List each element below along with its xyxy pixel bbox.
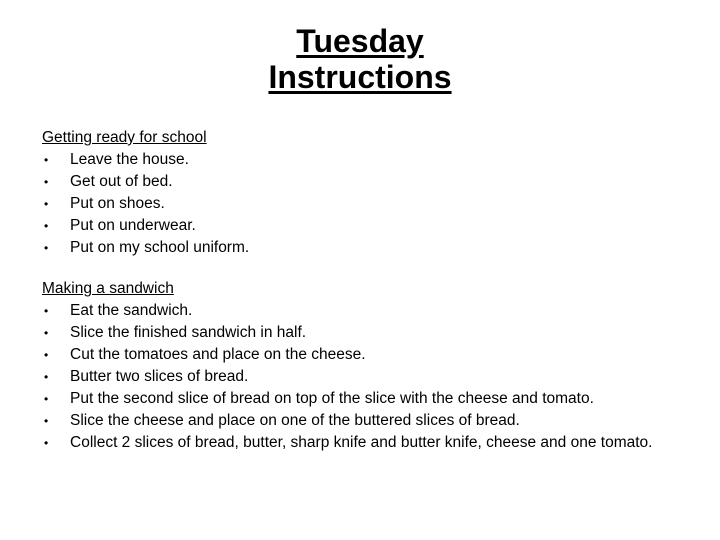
list-item (42, 432, 682, 454)
bullet-icon: • (44, 153, 49, 167)
list-item-text: Put on underwear. (70, 217, 196, 234)
list-item-text: Leave the house. (70, 151, 189, 168)
bullet-icon: • (44, 304, 49, 318)
list-item-text: Put on my school uniform. (70, 239, 250, 256)
section-making-sandwich (42, 278, 682, 454)
list-item (42, 149, 682, 171)
list-item-text: Slice the finished sandwich in half. (70, 324, 307, 341)
list-item-text: Put the second slice of bread on top of the slice with the cheese and tomato. (70, 390, 594, 407)
list-item-text: Put on shoes. (70, 195, 165, 212)
bullet-icon: • (44, 175, 49, 189)
list-item (42, 388, 682, 410)
list-item-text: Eat the sandwich. (70, 302, 193, 319)
list-item (42, 193, 682, 215)
list-item-text: Get out of bed. (70, 173, 173, 190)
bullet-icon: • (44, 219, 49, 233)
bullet-icon: • (44, 370, 49, 384)
list-item (42, 171, 682, 193)
bullet-icon: • (44, 392, 49, 406)
list-item (42, 366, 682, 388)
list-item-text: Slice the cheese and place on one of the buttered slices of bread. (70, 412, 520, 429)
title-line-1: Tuesday (296, 23, 424, 59)
list-item-text: Collect 2 slices of bread, butter, sharp knife and butter knife, cheese and one tomato. (70, 434, 653, 451)
section-heading: Getting ready for school (42, 129, 207, 146)
bullet-icon: • (44, 197, 49, 211)
list-item (42, 215, 682, 237)
bullet-icon: • (44, 326, 49, 340)
list-item (42, 322, 682, 344)
list-item (42, 410, 682, 432)
bullet-icon: • (44, 241, 49, 255)
bullet-icon: • (44, 436, 49, 450)
section-heading: Making a sandwich (42, 280, 174, 297)
list-item-text: Cut the tomatoes and place on the cheese. (70, 346, 366, 363)
instruction-list (42, 149, 682, 259)
list-item (42, 300, 682, 322)
list-item (42, 237, 682, 259)
bullet-icon: • (44, 348, 49, 362)
title-line-2: Instructions (268, 58, 452, 95)
instruction-list (42, 300, 682, 454)
list-item-text: Butter two slices of bread. (70, 368, 249, 385)
section-getting-ready (42, 127, 682, 259)
list-item (42, 344, 682, 366)
bullet-icon: • (44, 414, 49, 428)
page-title (0, 24, 720, 96)
